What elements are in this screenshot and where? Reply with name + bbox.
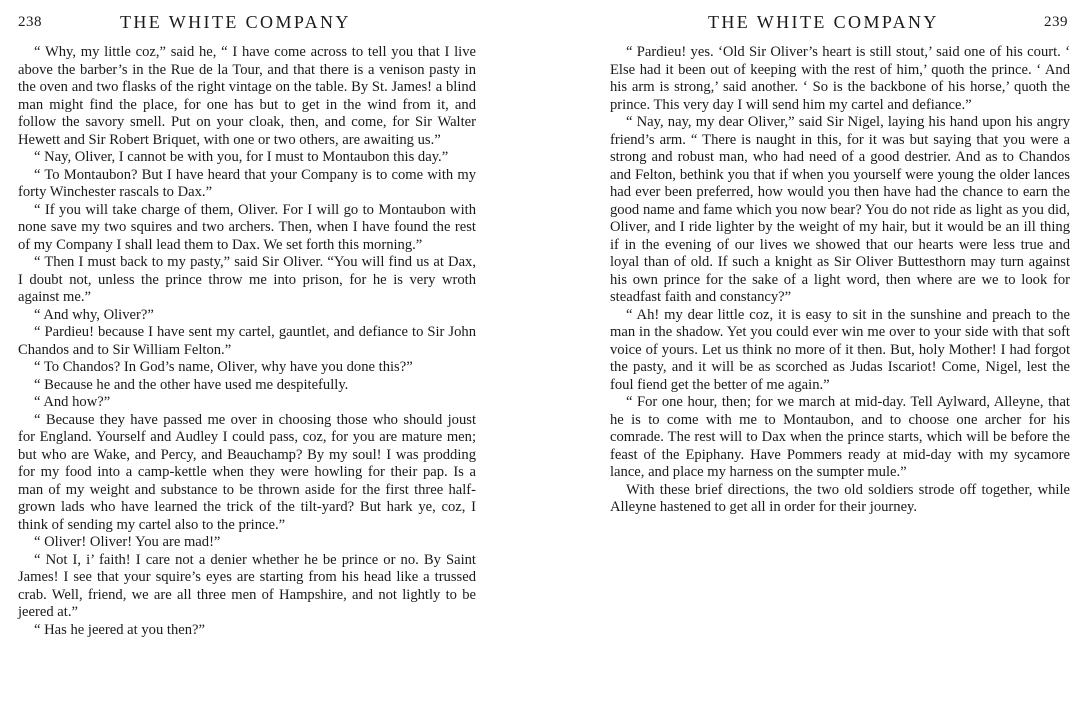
paragraph: “ Pardieu! yes. ‘Old Sir Oliver’s heart is still stout,’ said one of his court. ‘ Else had it been out of keeping with the rest of him,’ quoth the prince. ‘ And his arm is strong,’ said another. ‘ So is the backbone of his horse,’ quoth the prince. This very day I will send him my cartel and defiance.”: [610, 44, 1070, 113]
left-page: [0, 0, 542, 714]
paragraph: “ For one hour, then; for we march at mid-day. Tell Aylward, Alleyne, that he is to come with me to Montaubon, and to choose one archer for his comrade. The rest will to Dax when the prince starts, which will be before the feast of the Epiphany. Have Pommers ready at mid-day with my sycamore lance, and place my harness on the sumpter mule.”: [610, 394, 1070, 480]
paragraph: “ Because they have passed me over in choosing those who should joust for England. Yourself and Audley I could pass, coz, for you are mature men; but who are Wake, and Percy, and Beauchamp? By my soul! I was prodding for my food into a camp-kettle when they were howling for their pap. Is a man of my weight and substance to be thrown aside for the first three half-grown lads who have learned the trick of the tilt-yard? But hark ye, coz, I think of sending my cartel also to the prince.”: [18, 411, 476, 533]
paragraph: “ Because he and the other have used me despitefully.: [34, 376, 349, 393]
paragraph: “ Pardieu! because I have sent my cartel, gauntlet, and defiance to Sir John Chandos and to Sir William Felton.”: [18, 324, 476, 358]
running-title: THE WHITE COMPANY: [708, 12, 939, 32]
right-page: [546, 0, 1088, 714]
right-page-header: [546, 10, 1088, 34]
page-number: 239: [1044, 14, 1068, 30]
paragraph: “ Oliver! Oliver! You are mad!”: [34, 534, 221, 550]
running-title: THE WHITE COMPANY: [120, 12, 351, 32]
paragraph: “ To Montaubon? But I have heard that your Company is to come with my forty Winchester rascals to Dax.”: [18, 166, 476, 200]
paragraph: “ If you will take charge of them, Oliver. For I will go to Montaubon with none save my two squires and two archers. Then, when I have found the rest of my Company I shall lead them to Dax. We set forth this morning.”: [18, 201, 476, 253]
paragraph: “ Ah! my dear little coz, it is easy to sit in the sunshine and preach to the man in the shadow. Yet you could ever win me over to your side with that soft voice of yours. Let us think no more of it then. But, holy Mother! I had forgot the pasty, and it will be as scorched as Judas Iscariot! Come, Nigel, lest the foul fiend get the better of me again.”: [610, 306, 1070, 393]
paragraph: “ Then I must back to my pasty,” said Sir Oliver. “You will find us at Dax, I doubt not, unless the prince throw me into prison, for he is very wroth against me.”: [18, 254, 476, 305]
paragraph: “ And why, Oliver?”: [34, 306, 154, 323]
paragraph: “ Why, my little coz,” said he, “ I have come across to tell you that I live above the barber’s in the Rue de la Tour, and that there is a venison pasty in the oven and two flasks of the right vintage on the table. By St. James! a blind man might find the place, for one has but to get in the wind from it, and follow the savory smell. Put on your cloak, then, and come, for Sir Walter Hewett and Sir Robert Briquet, with one or two others, are awaiting us.”: [18, 44, 476, 148]
paragraph: “ And how?”: [34, 394, 111, 410]
paragraph: “ Nay, Oliver, I cannot be with you, for I must to Montaubon this day.”: [34, 149, 449, 165]
left-page-body: [18, 44, 476, 639]
paragraph: With these brief directions, the two old soldiers strode off together, while Alleyne hastened to get all in order for their journey.: [610, 481, 1070, 515]
paragraph: “ Nay, nay, my dear Oliver,” said Sir Nigel, laying his hand upon his angry friend’s arm. “ There is naught in this, for it was but saying that you were a strong and robust man, who had need of a good destrier. And as to Chandos and Felton, bethink you that if when you yourself were young the older lances had ever been preferred, how would you then have had the chance to earn the good name and fame which you now bear? You do not ride as light as you did, Oliver, and I ride lighter by the weight of my hair, but it would be an ill thing if in the evening of our lives we showed that our hearts were less true and loyal than of old. If such a knight as Sir Oliver Buttesthorn may turn against his own prince for the sake of a light word, then where are we to look for steadfast faith and constancy?”: [610, 114, 1070, 305]
paragraph: “ Not I, i’ faith! I care not a denier whether he be prince or no. By Saint James! I see that your squire’s eyes are starting from his head like a trussed crab. Well, friend, we are all three men of Hampshire, and not lightly to be jeered at.”: [18, 551, 476, 620]
page-number: 238: [18, 14, 42, 30]
paragraph: “ To Chandos? In God’s name, Oliver, why have you done this?”: [34, 359, 413, 375]
left-page-header: [0, 10, 542, 34]
right-page-body: [610, 44, 1070, 517]
paragraph: “ Has he jeered at you then?”: [34, 621, 205, 638]
